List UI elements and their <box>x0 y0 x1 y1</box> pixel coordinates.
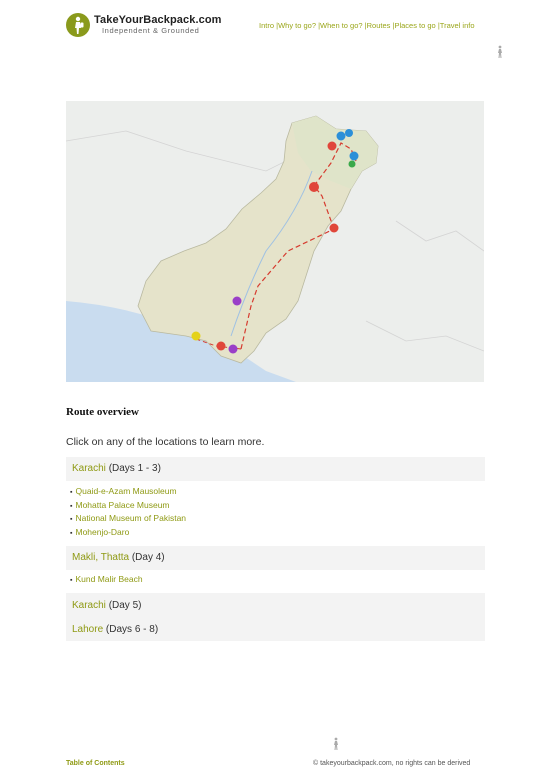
marker-lahore[interactable] <box>330 224 339 233</box>
marker-north-5[interactable] <box>349 161 356 168</box>
marker-north-4[interactable] <box>350 152 359 161</box>
backpacker-logo-icon[interactable] <box>66 13 90 37</box>
list-item[interactable]: ▪ Mohenjo-Daro <box>70 527 186 541</box>
brand-tagline: Independent & Grounded <box>102 26 200 35</box>
list-item[interactable]: ▪ Mohatta Palace Museum <box>70 500 186 514</box>
nav-routes[interactable]: Routes <box>366 21 391 30</box>
stop-karachi-sights <box>70 486 186 540</box>
table-of-contents-link[interactable]: Table of Contents <box>66 760 125 767</box>
stop-link-lahore[interactable]: Lahore <box>72 624 104 635</box>
route-overview-title: Route overview <box>66 406 140 418</box>
hiker-icon <box>495 45 505 59</box>
route-map[interactable] <box>66 101 484 382</box>
stop-days: (Days 6 - 8) <box>105 624 159 635</box>
stop-link-makli[interactable]: Makli, Thatta <box>72 552 130 563</box>
marker-beach[interactable] <box>192 332 201 341</box>
nav-when[interactable]: When to go? <box>320 21 363 30</box>
marker-north-3[interactable] <box>345 129 353 137</box>
stop-makli-thatta <box>66 546 485 570</box>
nav-travel-info[interactable]: Travel info <box>439 21 475 30</box>
marker-islamabad[interactable] <box>309 182 319 192</box>
nav-places[interactable]: Places to go <box>394 21 436 30</box>
copyright-note: © takeyourbackpack.com, no rights can be derived <box>313 760 471 767</box>
list-item[interactable]: ▪ Kund Malir Beach <box>70 574 143 588</box>
list-item[interactable]: ▪ National Museum of Pakistan <box>70 513 186 527</box>
stop-days: (Day 4) <box>131 552 165 563</box>
marker-karachi[interactable] <box>217 342 226 351</box>
nav-why[interactable]: Why to go? <box>278 21 316 30</box>
marker-north-2[interactable] <box>337 132 346 141</box>
stop-link-karachi-2[interactable]: Karachi <box>72 600 106 611</box>
stop-karachi-lahore <box>66 593 485 641</box>
marker-thatta[interactable] <box>229 345 238 354</box>
stop-makli-sights <box>70 574 143 588</box>
stop-karachi-days-1-3 <box>66 457 485 481</box>
hiker-icon <box>331 737 341 751</box>
stop-days: (Day 5) <box>108 600 142 611</box>
brand-name[interactable]: TakeYourBackpack.com <box>94 14 222 26</box>
site-header <box>0 0 550 60</box>
marker-north-1[interactable] <box>328 142 337 151</box>
stop-days: (Days 1 - 3) <box>108 463 161 474</box>
stop-link-karachi[interactable]: Karachi <box>72 463 106 474</box>
route-overview-subtitle: Click on any of the locations to learn more. <box>66 436 265 448</box>
main-nav: Intro |Why to go? |When to go? |Routes |Places to go |Travel info <box>259 21 475 30</box>
marker-mohenjo-daro[interactable] <box>233 297 242 306</box>
list-item[interactable]: ▪ Quaid-e-Azam Mausoleum <box>70 486 186 500</box>
nav-intro[interactable]: Intro <box>259 21 275 30</box>
